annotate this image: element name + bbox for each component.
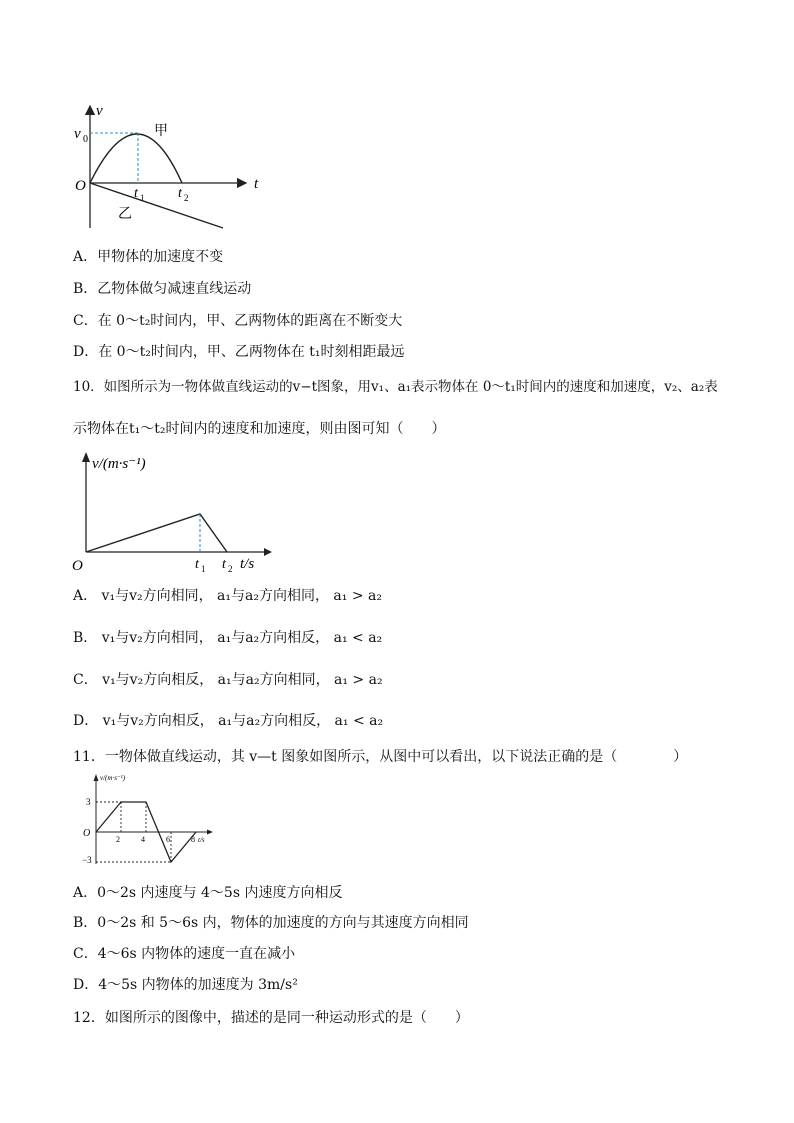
q10-stem-line2: 示物体在t₁～t₂时间内的速度和加速度，则由图可知（ ） xyxy=(73,421,446,437)
t1-subscript: 1 xyxy=(140,193,145,203)
q11-tick-x-6: 6 xyxy=(166,835,170,844)
q11-tick-y-pos: 3 xyxy=(86,797,91,807)
q10-vt-line xyxy=(86,514,227,552)
v0-label: v xyxy=(74,126,81,142)
q11-option-d: D．4～5s 内物体的加速度为 3m/s² xyxy=(73,977,298,993)
q11-t-axis-arrow xyxy=(207,830,213,835)
q10-t2-subscript: 2 xyxy=(228,564,233,574)
q11-option-c: C．4～6s 内物体的速度一直在减小 xyxy=(73,946,296,962)
v0-subscript: 0 xyxy=(83,134,88,145)
jia-curve xyxy=(90,134,182,183)
q10-option-b: B． v₁与v₂方向相同， a₁与a₂方向相反， a₁ < a₂ xyxy=(73,630,383,646)
q9-option-b: B．乙物体做匀减速直线运动 xyxy=(73,281,252,297)
q11-tick-x-2: 2 xyxy=(116,835,120,844)
q11-tick-x-4: 4 xyxy=(141,835,145,844)
q12-stem: 12．如图所示的图像中，描述的是同一种运动形式的是（ ） xyxy=(73,1010,469,1026)
q11-stem: 11．一物体做直线运动，其 v—t 图象如图所示，从图中可以看出，以下说法正确的是（ ） xyxy=(73,749,688,765)
t2-subscript: 2 xyxy=(184,193,189,203)
q11-ylabel: v/(m·s⁻¹) xyxy=(100,774,126,782)
jia-label: 甲 xyxy=(154,124,168,139)
q11-option-b: B．0～2s 和 5～6s 内，物体的加速度的方向与其速度方向相同 xyxy=(73,915,469,931)
v-axis-label: v xyxy=(96,103,103,119)
q10-t-axis-arrow xyxy=(264,548,272,556)
q11-tick-x-8: 8 xyxy=(191,835,195,844)
q10-t1-label: t xyxy=(195,557,199,572)
t-axis-label: t xyxy=(254,176,259,192)
q11-origin: O xyxy=(83,828,91,839)
q9-option-a: A．甲物体的加速度不变 xyxy=(73,249,224,265)
yi-label: 乙 xyxy=(118,207,132,222)
q11-tick-y-neg: −3 xyxy=(82,855,92,865)
t1-label: t xyxy=(134,186,138,201)
yi-line xyxy=(90,183,223,228)
q11-figure xyxy=(80,770,220,870)
q10-option-d: D． v₁与v₂方向相反， a₁与a₂方向相反， a₁ < a₂ xyxy=(73,713,384,729)
t2-label: t xyxy=(178,186,182,201)
q11-xlabel: t/s xyxy=(198,836,205,844)
q10-stem-line1: 10．如图所示为一物体做直线运动的v−t图象，用v₁、a₁表示物体在 0～t₁时间内的速度和加速度，v₂、a₂表 xyxy=(73,379,718,395)
q9-option-d: D．在 0～t₂时间内，甲、乙两物体在 t₁时刻相距最远 xyxy=(73,344,405,360)
q10-ylabel: v/(m·s⁻¹) xyxy=(92,456,146,472)
q10-t2-label: t xyxy=(222,557,226,572)
q10-option-a: A． v₁与v₂方向相同， a₁与a₂方向相同， a₁ > a₂ xyxy=(73,588,382,604)
q10-v-axis-arrow xyxy=(82,452,90,462)
q9-option-c: C．在 0～t₂时间内，甲、乙两物体的距离在不断变大 xyxy=(73,313,403,329)
q10-origin: O xyxy=(72,558,83,574)
q10-t1-subscript: 1 xyxy=(201,564,206,574)
q10-option-c: C． v₁与v₂方向相反， a₁与a₂方向相同， a₁ > a₂ xyxy=(73,672,383,688)
q10-xlabel: t/s xyxy=(240,556,255,572)
q10-figure xyxy=(68,448,278,576)
q11-option-a: A．0～2s 内速度与 4～5s 内速度方向相反 xyxy=(73,885,343,901)
q9-figure xyxy=(68,100,268,235)
origin-label: O xyxy=(75,178,86,194)
q11-v-axis-arrow xyxy=(94,774,99,781)
